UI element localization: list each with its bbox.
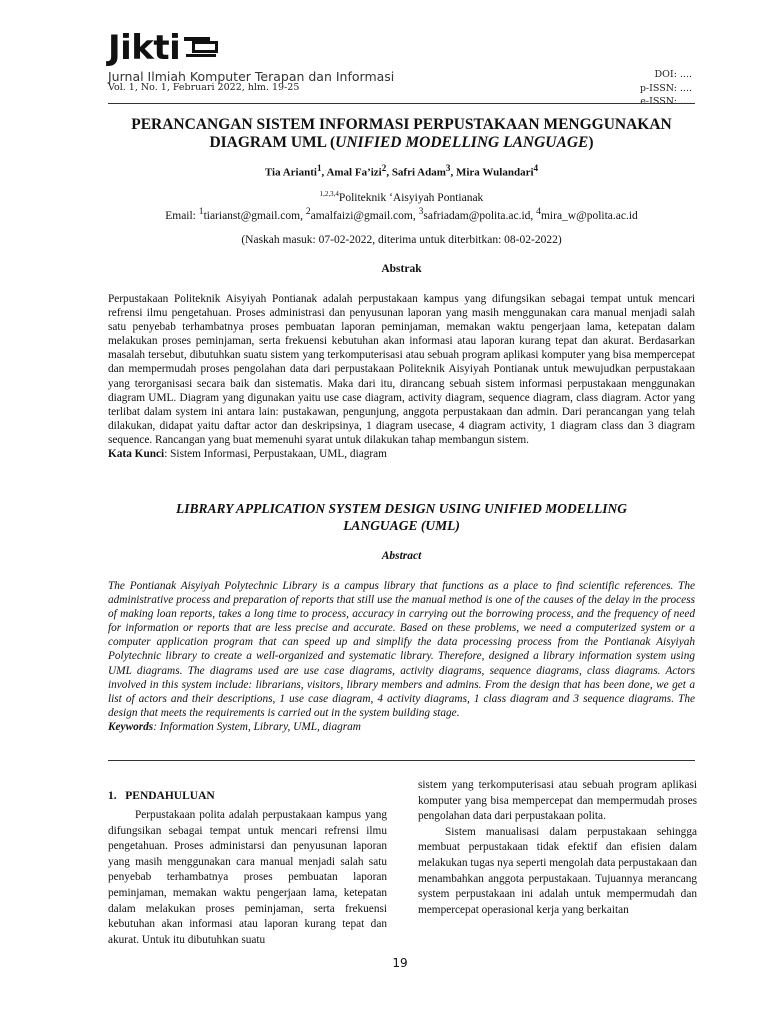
email-line: Email: $^1$tiarianst@gmail.com, $^2$amalfaizi@gmail.com, $^3$safriadam@polita.ac.id, $^4$mira_w@polita.ac.id xyxy=(165,206,638,222)
journal-name: Jurnal Ilmiah Komputer Terapan dan Informasi xyxy=(108,69,395,84)
abstrak-heading: Abstrak xyxy=(381,263,422,275)
english-title-line-1: LIBRARY APPLICATION SYSTEM DESIGN USING UNIFIED MODELLING xyxy=(175,501,628,516)
paragraph: sistem yang terkomputerisasi atau sebuah program aplikasi komputer yang bisa mempercepat dan mempermudah proses pengolahan data dari perpustakaan polita. xyxy=(418,779,697,823)
english-title xyxy=(108,500,695,534)
header-rule xyxy=(108,103,695,104)
abstrak-text: Perpustakaan Politeknik Aisyiyah Pontianak adalah perpustakaan kampus yang difungsikan sebagai tempat untuk mencari refrensi ilmu pengetahuan. Proses administrasi dan penyusunan laporan yang masih menggunakan cara manual menjadi salah satu penyebab terhambatnya proses pembuatan laporan peminjaman, memakan waktu pengerjaan lama, ketepatan dalam melakukan proses peminjaman, serta frekuensi kebutuhan akan informasi atau laporan kurang tepat dan akurat. Berdasarkan masalah tersebut, dibutuhkan suatu sistem yang terkomputerisasi atau sebuah program aplikasi komputer yang bisa mempercepat dan mempermudah proses pengolahan data dari perpustakaan Politeknik Aisyiyah Pontianak untuk mewujudkan perpustakaan yang terorganisasi secara baik dan sistematis. Maka dari itu, dirancang sebuah sistem informasi perpustakaan menggunakan diagram UML. Diagram yang digunakan yaitu use case diagram, activity diagram, sequence diagram, class diagram. Actor yang terlibat dalam system ini antara lain: pustakawan, pengunjung, anggota perpustakaan dan admin. Dari perancangan yang telah dilakukan, didapat yaitu daftar actor dan deskripsinya, 1 diagram usecase, 4 diagram activity, 1 diagram class dan 3 diagram sequence. Rancangan yang buat memenuhi syarat untuk dilakukan tahap membangun sistem. xyxy=(108,293,695,446)
computer-icon xyxy=(182,33,218,59)
title-line-2: DIAGRAM UML (UNIFIED MODELLING LANGUAGE) xyxy=(209,134,594,151)
abstract-body xyxy=(108,579,695,734)
email-link[interactable]: mira_w@polita.ac.id xyxy=(540,209,638,222)
author-list: Tia Arianti$^1$, Amal Fa’izi$^2$, Safri Adam$^3$, Mira Wulandari$^4$ xyxy=(264,163,539,179)
author: Tia Arianti xyxy=(264,166,317,179)
section-heading: 1. PENDAHULUAN xyxy=(108,790,215,802)
abstrak-body xyxy=(108,292,695,461)
paragraph: Perpustakaan polita adalah perpustakaan kampus yang difungsikan sebagai tempat untuk mencari refrensi ilmu pengetahuan. Proses administarsi dan penyusunan laporan yang masih menggunakan cara manual menjadi salah satu penyebab terhambatnya proses pembuatan laporan peminjaman, memakan waktu pengerjaan lama, ketepatan dalam melakukan proses peminjaman, serta frekuensi kebutuhan akan informasi atau laporan kurang tepat dan akurat. Untuk itu dibutuhkan suatu xyxy=(108,809,387,946)
submission-dates: (Naskah masuk: 07-02-2022, diterima untuk diterbitkan: 08-02-2022) xyxy=(241,234,562,246)
title-line-1: PERANCANGAN SISTEM INFORMASI PERPUSTAKAAN MENGGUNAKAN xyxy=(131,116,672,133)
e-issn: e-ISSN: .... xyxy=(640,96,692,107)
kata-kunci: Kata Kunci: Sistem Informasi, Perpustakaan, UML, diagram xyxy=(108,448,387,461)
right-column xyxy=(418,778,697,918)
page-number: 19 xyxy=(392,956,408,970)
volume-line: Vol. 1, No. 1, Februari 2022, hlm. 19-25 xyxy=(108,82,300,93)
author: Safri Adam xyxy=(391,166,446,179)
email-link[interactable]: safriadam@polita.ac.id xyxy=(423,209,531,222)
email-link[interactable]: tiarianst@gmail.com xyxy=(203,209,301,222)
abstract-text: The Pontianak Aisyiyah Polytechnic Library is a campus library that functions as a place to find scientific references. The administrative process and preparation of reports that still use the manual method is one of the causes of the delay in the process of making loan reports, takes a long time to process, accuracy in carrying out the borrowing process, and the frequency of need for information or reports that are less precise and accurate. Based on these problems, we need a computerized system or a computer application program that can speed up and simplify the data processing process from the Pontianak Aisyiyah Polytechnic library to create a well-organized and systematic library. Therefore, designed a library information system using UML diagrams. The diagrams used are use case diagrams, activity diagrams, sequence diagrams, class diagrams. Actors involved in this system include: librarians, visitors, library members and admins. From the design that has been done, we get a list of actors and their descriptions, 1 use case diagram, 4 activity diagrams, 1 class diagram and 3 sequence diagrams. The design that meets the requirements is carried out in the system building stage. xyxy=(108,580,695,719)
paragraph: Sistem manualisasi dalam perpustakaan sehingga membuat perpustakaan tidak efektif dan efisien dalam melakukan tugas nya seperti mengolah data perpustakaan dan menambahkan anggota perpustakaan. Tujuannya merancang system perpustakaan ini adalah untuk mempermudah dan mempercepat operasional kerja yang berkaitan xyxy=(418,825,697,916)
keywords: Keywords: Information System, Library, UML, diagram xyxy=(108,720,361,733)
abstract-heading: Abstract xyxy=(381,550,422,562)
abstract-rule xyxy=(108,760,695,761)
p-issn: p-ISSN: .... xyxy=(639,82,692,94)
english-title-line-2: LANGUAGE (UML) xyxy=(343,518,460,533)
left-column xyxy=(108,808,387,948)
doi: DOI: .... xyxy=(654,69,692,80)
logo-text: Jikti xyxy=(108,28,181,68)
journal-logo xyxy=(108,28,218,68)
email-link[interactable]: amalfaizi@gmail.com xyxy=(310,209,413,222)
paper-title xyxy=(108,116,695,152)
author: Amal Fa’izi xyxy=(326,166,382,179)
affiliation: $^{1,2,3,4}$Politeknik ‘Aisyiyah Pontianak xyxy=(319,190,484,204)
author: Mira Wulandari xyxy=(455,166,534,179)
